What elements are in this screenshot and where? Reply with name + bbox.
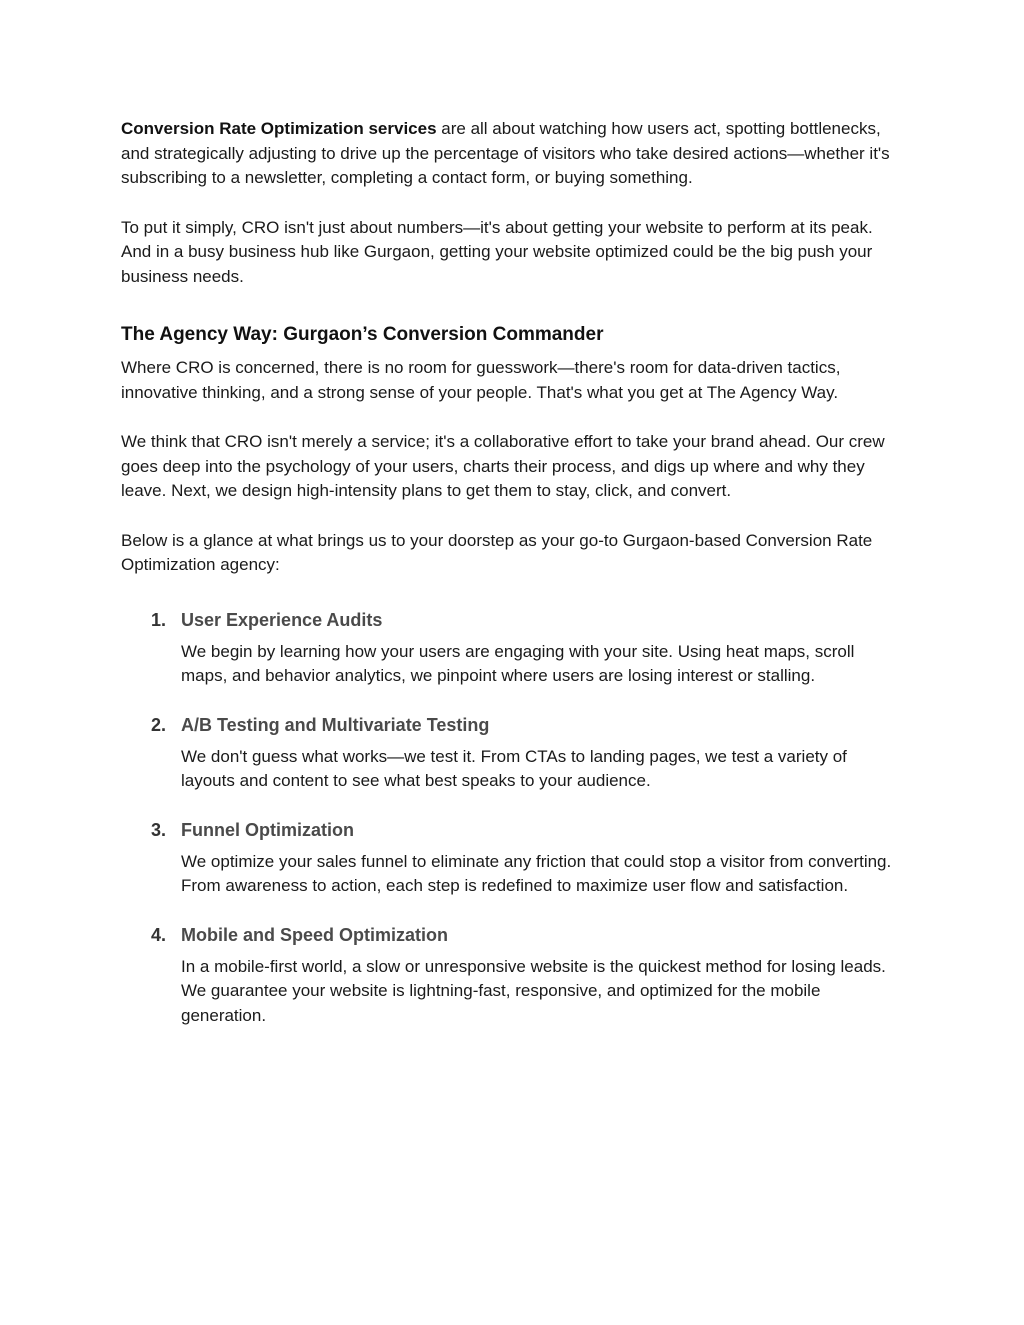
intro-bold-lead: Conversion Rate Optimization services	[121, 119, 437, 138]
list-item-number: 1.	[151, 609, 167, 630]
list-item	[121, 923, 901, 1029]
list-item-number: 3.	[151, 819, 167, 840]
intro-paragraph	[121, 117, 901, 191]
list-item-title: Funnel Optimization	[181, 819, 354, 840]
list-item-text: We begin by learning how your users are engaging with your site. Using heat maps, scroll maps, and behavior analytics, we pinpoint where users are losing interest or stalling.	[181, 641, 855, 685]
list-item-text: We optimize your sales funnel to eliminate any friction that could stop a visitor from converting. From awareness to action, each step is redefined to maximize user flow and satisfaction.	[181, 851, 892, 895]
list-item-text: We don't guess what works—we test it. From CTAs to landing pages, we test a variety of layouts and content to see what best speaks to your audience.	[181, 746, 847, 790]
intro-text: are all about watching how users act, spotting bottlenecks, and strategically adjusting to drive up the percentage of visitors who take desired actions—whether it's subscribing to a newsletter, completing a contact form, or buying something.	[121, 119, 890, 187]
section-paragraph-2: We think that CRO isn't merely a service; it's a collaborative effort to take your brand ahead. Our crew goes deep into the psychology of your users, charts their process, and digs up where and why they leave. Next, we design high-intensity plans to get them to stay, click, and convert.	[121, 432, 885, 500]
list-item-title: A/B Testing and Multivariate Testing	[181, 714, 490, 735]
list-item	[121, 608, 901, 689]
list-item-title: User Experience Audits	[181, 609, 383, 630]
list-item-title: Mobile and Speed Optimization	[181, 924, 449, 945]
list-item	[121, 713, 901, 794]
document-page	[121, 117, 901, 1052]
section-paragraph-1: Where CRO is concerned, there is no room for guesswork—there's room for data-driven tactics, innovative thinking, and a strong sense of your people. That's what you get at The Agency Way.	[121, 358, 841, 402]
list-item	[121, 818, 901, 899]
intro-paragraph-2: To put it simply, CRO isn't just about numbers—it's about getting your website to perform at its peak. And in a busy business hub like Gurgaon, getting your website optimized could be the big push your business needs.	[121, 217, 873, 286]
list-item-number: 4.	[151, 924, 167, 945]
services-list	[121, 608, 901, 1029]
list-item-number: 2.	[151, 714, 167, 735]
section-paragraph-3: Below is a glance at what brings us to your doorstep as your go-to Gurgaon-based Conversion Rate Optimization agency:	[121, 530, 873, 574]
list-item-text: In a mobile-first world, a slow or unresponsive website is the quickest method for losing leads. We guarantee your website is lightning-fast, responsive, and optimized for the mobile generation.	[181, 956, 886, 1025]
section-heading: The Agency Way: Gurgaon’s Conversion Commander	[121, 324, 604, 345]
